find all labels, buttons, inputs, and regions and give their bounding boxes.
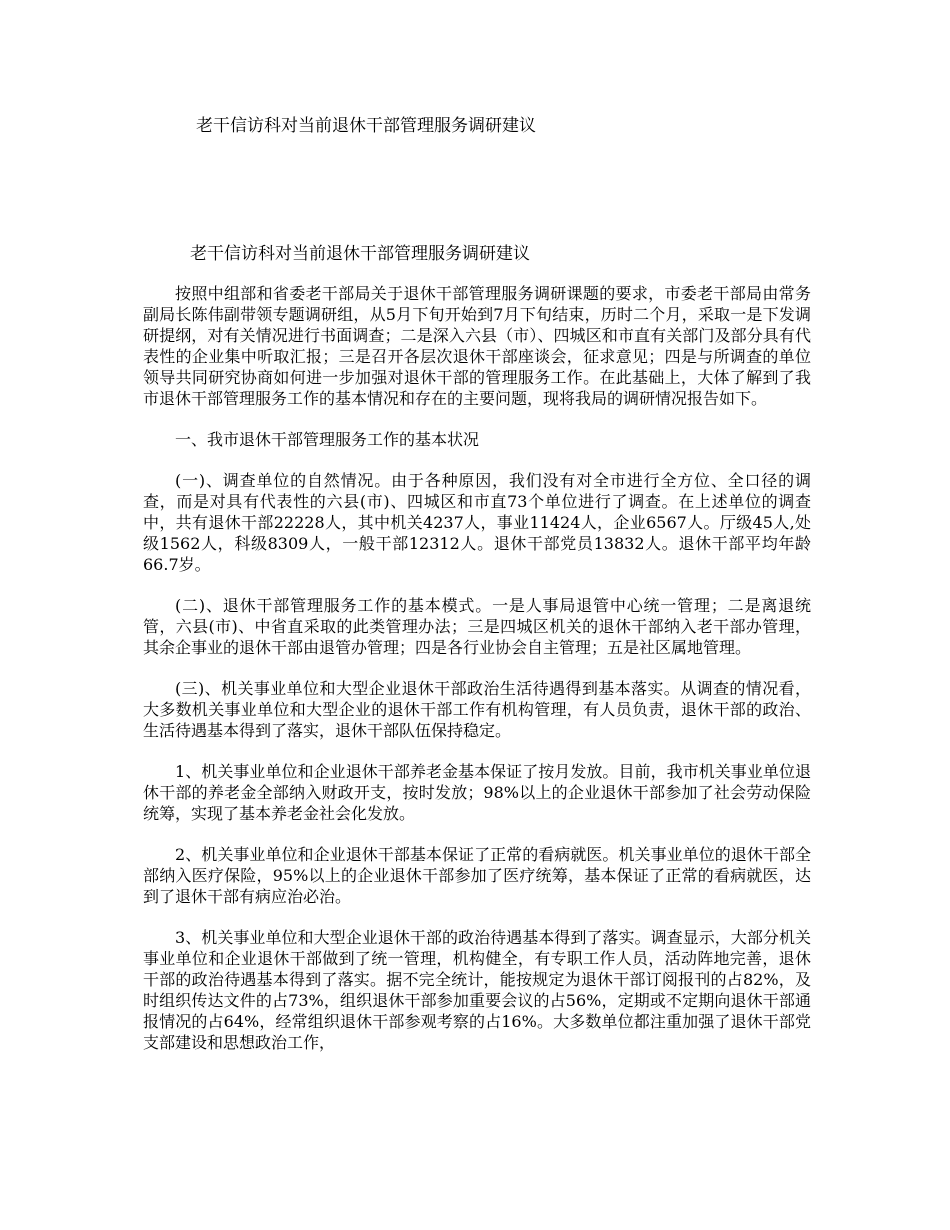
header-title: 老干信访科对当前退休干部管理服务调研建议 [196,116,536,136]
paragraph-pension: 1、机关事业单位和企业退休干部养老金基本保证了按月发放。目前，我市机关事业单位退休干部的养老金全部纳入财政开支，按时发放；98%以上的企业退休干部参加了社会劳动保险统筹，实现了基本养老金社会化发放。 [143,762,811,823]
paragraph-survey-units: (一)、调查单位的自然情况。由于各种原因，我们没有对全市进行全方位、全口径的调查，而是对具有代表性的六县(市)、四城区和市直73个单位进行了调查。在上述单位的调查中，共有退休干部22228人，其中机关4237人，事业11424人，企业6567人。厅级45人,处级1562人，科级8309人，一般干部12312人。退休干部党员13832人。退休干部平均年龄66.7岁。 [143,471,811,574]
paragraph-medical: 2、机关事业单位和企业退休干部基本保证了正常的看病就医。机关事业单位的退休干部全部纳入医疗保险，95%以上的企业退休干部参加了医疗统筹，基本保证了正常的看病就医，达到了退休干部有病应治必治。 [143,845,811,906]
section-heading: 一、我市退休干部管理服务工作的基本状况 [175,430,480,449]
document-title: 老干信访科对当前退休干部管理服务调研建议 [190,244,530,264]
paragraph-management-models: (二)、退休干部管理服务工作的基本模式。一是人事局退管中心统一管理；二是离退统管，六县(市)、中省直采取的此类管理办法；三是四城区机关的退休干部纳入老干部办管理，其余企事业的退休干部由退管办管理；四是各行业协会自主管理；五是社区属地管理。 [143,596,811,657]
paragraph-treatment: (三)、机关事业单位和大型企业退休干部政治生活待遇得到基本落实。从调查的情况看，大多数机关事业单位和大型企业的退休干部工作有机构管理，有人员负责，退休干部的政治、生活待遇基本得到了落实，退休干部队伍保持稳定。 [143,679,811,740]
paragraph-intro: 按照中组部和省委老干部局关于退休干部管理服务调研课题的要求，市委老干部局由常务副局长陈伟副带领专题调研组，从5月下旬开始到7月下旬结束，历时二个月，采取一是下发调研提纲，对有关情况进行书面调查；二是深入六县（市）、四城区和市直有关部门及部分具有代表性的企业集中听取汇报；三是召开各层次退休干部座谈会，征求意见；四是与所调查的单位领导共同研究协商如何进一步加强对退休干部的管理服务工作。在此基础上，大体了解到了我市退休干部管理服务工作的基本情况和存在的主要问题，现将我局的调研情况报告如下。 [143,284,811,408]
document-body [143,283,811,1073]
paragraph-political: 3、机关事业单位和大型企业退休干部的政治待遇基本得到了落实。调查显示，大部分机关事业单位和企业退休干部做到了统一管理，机构健全，有专职工作人员，活动阵地完善，退休干部的政治待遇基本得到了落实。据不完全统计，能按规定为退休干部订阅报刊的占82%，及时组织传达文件的占73%，组织退休干部参加重要会议的占56%，定期或不定期向退休干部通报情况的占64%，经常组织退休干部参观考察的占16%。大多数单位都注重加强了退休干部党支部建设和思想政治工作， [143,928,811,1052]
